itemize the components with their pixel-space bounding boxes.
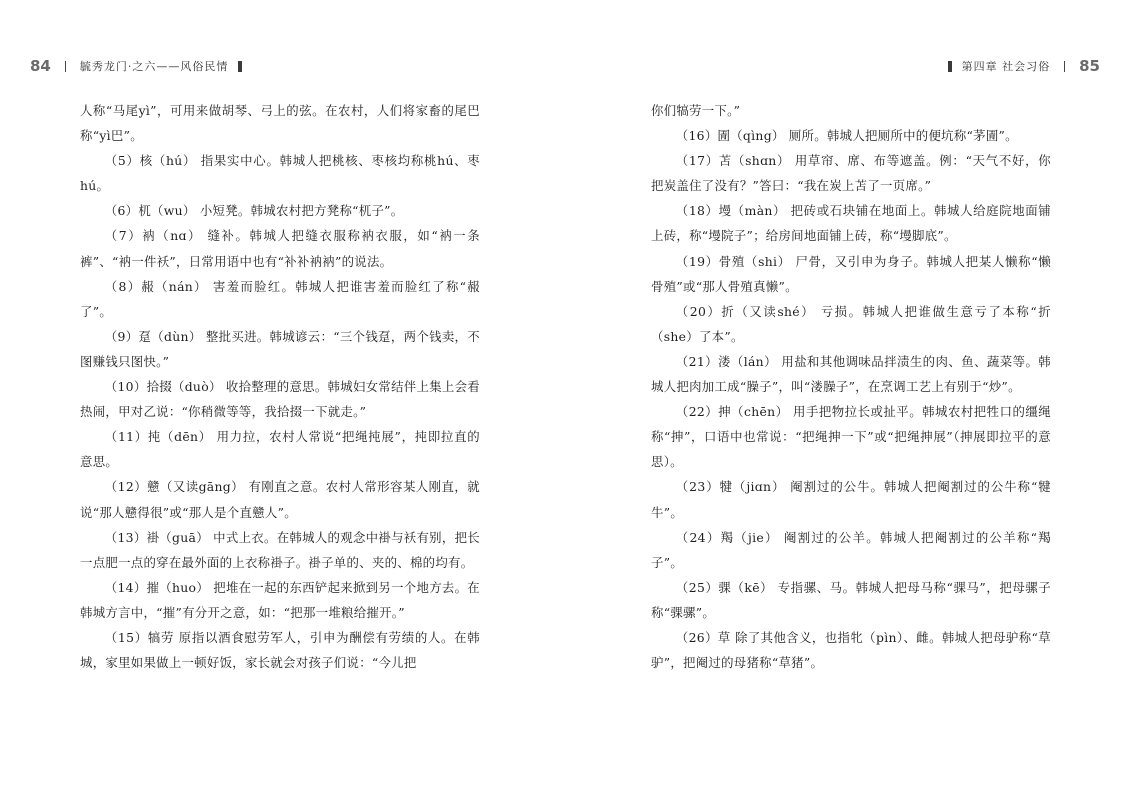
paragraph: （21）溇（lán） 用盐和其他调味品拌渍生的肉、鱼、蔬菜等。韩城人把肉加工成“臊子”，叫“溇臊子”，在烹调工艺上有别于“炒”。 (651, 353, 1051, 395)
paragraph: （5）核（hú） 指果实中心。韩城人把桃核、枣核均称桃hú、枣hú。 (80, 153, 480, 194)
header-marker (948, 61, 952, 72)
left-page-body (80, 98, 480, 675)
paragraph: （12）戆（又读gāng） 有刚直之意。农村人常形容某人刚直，就说“那人戆得很”或“那人是个直戆人”。 (80, 479, 480, 520)
paragraph: （11）扽（dēn） 用力拉，农村人常说“把绳扽展”，扽即拉直的意思。 (80, 429, 480, 470)
paragraph: （13）褂（guā） 中式上衣。在韩城人的观念中褂与袄有别，把长一点肥一点的穿在最外面的上衣称褂子。褂子单的、夹的、棉的均有。 (80, 529, 480, 570)
paragraph: （23）犍（jiɑn） 阉割过的公牛。韩城人把阉割过的公牛称“犍牛”。 (651, 479, 1051, 520)
left-page-number: 84 (30, 57, 51, 75)
paragraph: （8）赧（nán） 害羞而脸红。韩城人把谁害羞而脸红了称“赧了”。 (80, 278, 480, 319)
left-page-header (30, 54, 252, 78)
paragraph: （9）趸（dùn） 整批买进。韩城谚云：“三个钱趸，两个钱卖，不图赚钱只图快。” (80, 328, 480, 369)
header-divider (1064, 61, 1065, 72)
right-page-number: 85 (1079, 57, 1100, 75)
right-running-title: 第四章 社会习俗 (961, 60, 1051, 73)
paragraph: （19）骨殖（shi） 尸骨，又引申为身子。韩城人把某人懒称“懒骨殖”或“那人骨殖真懒”。 (651, 253, 1051, 294)
paragraph: （6）杌（wu） 小短凳。韩城农村把方凳称“杌子”。 (104, 203, 404, 219)
paragraph: 你们犒劳一下。” (651, 103, 741, 118)
paragraph: （16）圊（qìng） 厕所。韩城人把厕所中的便坑称“茅圊”。 (675, 128, 1018, 144)
paragraph: （15）犒劳 原指以酒食慰劳军人，引申为酬偿有劳绩的人。在韩城，家里如果做上一顿好饭，家长就会对孩子们说：“今儿把 (80, 629, 480, 671)
paragraph: （7）衲（nɑ） 缝补。韩城人把缝衣服称衲衣服，如“衲一条裤”、“衲一件袄”，日常用语中也有“补补衲衲”的说法。 (80, 228, 480, 269)
paragraph: （20）折（又读shé） 亏损。韩城人把谁做生意亏了本称“折（she）了本”。 (651, 303, 1051, 344)
paragraph: 人称“马尾yì”，可用来做胡琴、弓上的弦。在农村，人们将家畜的尾巴称“yì巴”。 (80, 103, 480, 144)
header-divider (65, 61, 66, 72)
left-running-title: 毓秀龙门·之六——风俗民情 (79, 60, 229, 73)
paragraph: （26）草 除了其他含义，也指牝（pìn）、雌。韩城人把母驴称“草驴”，把阉过的母猪称“草猪”。 (651, 629, 1051, 671)
header-marker (238, 61, 242, 72)
paragraph: （24）羯（jie） 阉割过的公羊。韩城人把阉割过的公羊称“羯子”。 (651, 529, 1051, 570)
paragraph: （10）拾掇（duò） 收拾整理的意思。韩城妇女常结伴上集上会看热闹，甲对乙说：“你稍微等等，我拾掇一下就走。” (80, 379, 480, 420)
paragraph: （18）墁（màn） 把砖或石块铺在地面上。韩城人给庭院地面铺上砖，称“墁院子”；给房间地面铺上砖，称“墁脚底”。 (651, 203, 1051, 244)
right-page-header (938, 54, 1100, 78)
paragraph: （25）骒（kē） 专指骡、马。韩城人把母马称“骒马”，把母骡子称“骒骡”。 (651, 579, 1051, 620)
paragraph: （14）摧（huo） 把堆在一起的东西铲起来掀到另一个地方去。在韩城方言中，“摧”有分开之意，如：“把那一堆粮给摧开。” (80, 579, 480, 620)
paragraph: （17）苫（shɑn） 用草帘、席、布等遮盖。例：“天气不好，你把炭盖住了没有？”答曰：“我在炭上苫了一页席。” (651, 153, 1051, 194)
paragraph: （22）抻（chēn） 用手把物拉长或扯平。韩城农村把牲口的缰绳称“抻”，口语中也常说：“把绳抻一下”或“把绳抻展”（抻展即拉平的意思）。 (651, 404, 1051, 470)
right-page-body (651, 98, 1051, 675)
